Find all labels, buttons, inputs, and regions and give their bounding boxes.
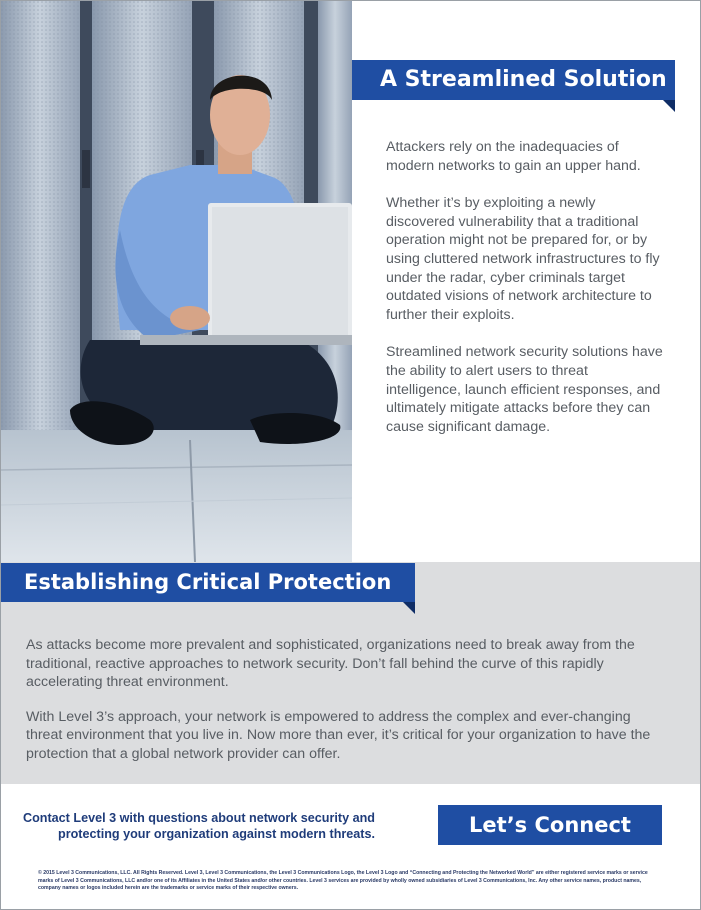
paragraph: As attacks become more prevalent and sophisticated, organizations need to break away from the traditional, reactive approaches to network security. Don’t fall behind the curve of this rapidly accelerating threat environment. <box>26 637 635 691</box>
section-heading-critical-protection <box>0 563 415 602</box>
lets-connect-button[interactable]: Let’s Connect <box>438 805 662 845</box>
section-heading-text: Establishing Critical Protection <box>24 570 392 594</box>
streamlined-solution-body <box>386 138 666 455</box>
paragraph: With Level 3’s approach, your network is empowered to address the complex and ever-changing threat environment that you live in. Now more than ever, it’s critical for your organization to have the protection that a global network provider can offer. <box>26 708 651 762</box>
paragraph: Whether it’s by exploiting a newly discovered vulnerability that a traditional operation might not be prepared for, or by using cluttered network infrastructures to fly under the radar, cyber criminals target outdated visions of network architecture to further their exploits. <box>386 195 660 323</box>
hero-photo <box>0 0 352 562</box>
paragraph: Attackers rely on the inadequacies of modern networks to gain an upper hand. <box>386 139 641 174</box>
critical-protection-body <box>26 636 666 780</box>
paragraph: Streamlined network security solutions have the ability to alert users to threat intelligence, launch efficient responses, and ultimately mitigate attacks before they can cause significant damage. <box>386 344 663 435</box>
legal-disclaimer: © 2015 Level 3 Communications, LLC. All Rights Reserved. Level 3, Level 3 Communications, the Level 3 Communications Logo, the Level 3 Logo and “Connecting and Protecting the Networked World” are either registered service marks or service marks of Level 3 Communications, LLC and/or one of its Affiliates in the United States and/or other countries. Level 3 services are provided by wholly owned subsidiaries of Level 3 Communications, Inc. Any other service names, product names, company names or logos included herein are the trademarks or service marks of their respective owners. <box>38 870 648 892</box>
contact-line: protecting your organization against modern threats. <box>58 827 375 841</box>
banner-fold-decoration <box>403 602 415 614</box>
person-with-laptop-illustration <box>0 0 352 562</box>
banner-fold-decoration <box>663 100 675 112</box>
section-heading-streamlined-solution <box>352 60 675 100</box>
section-heading-text: A Streamlined Solution <box>380 67 667 92</box>
contact-callout <box>20 810 375 842</box>
contact-line: Contact Level 3 with questions about network security and <box>23 811 375 825</box>
